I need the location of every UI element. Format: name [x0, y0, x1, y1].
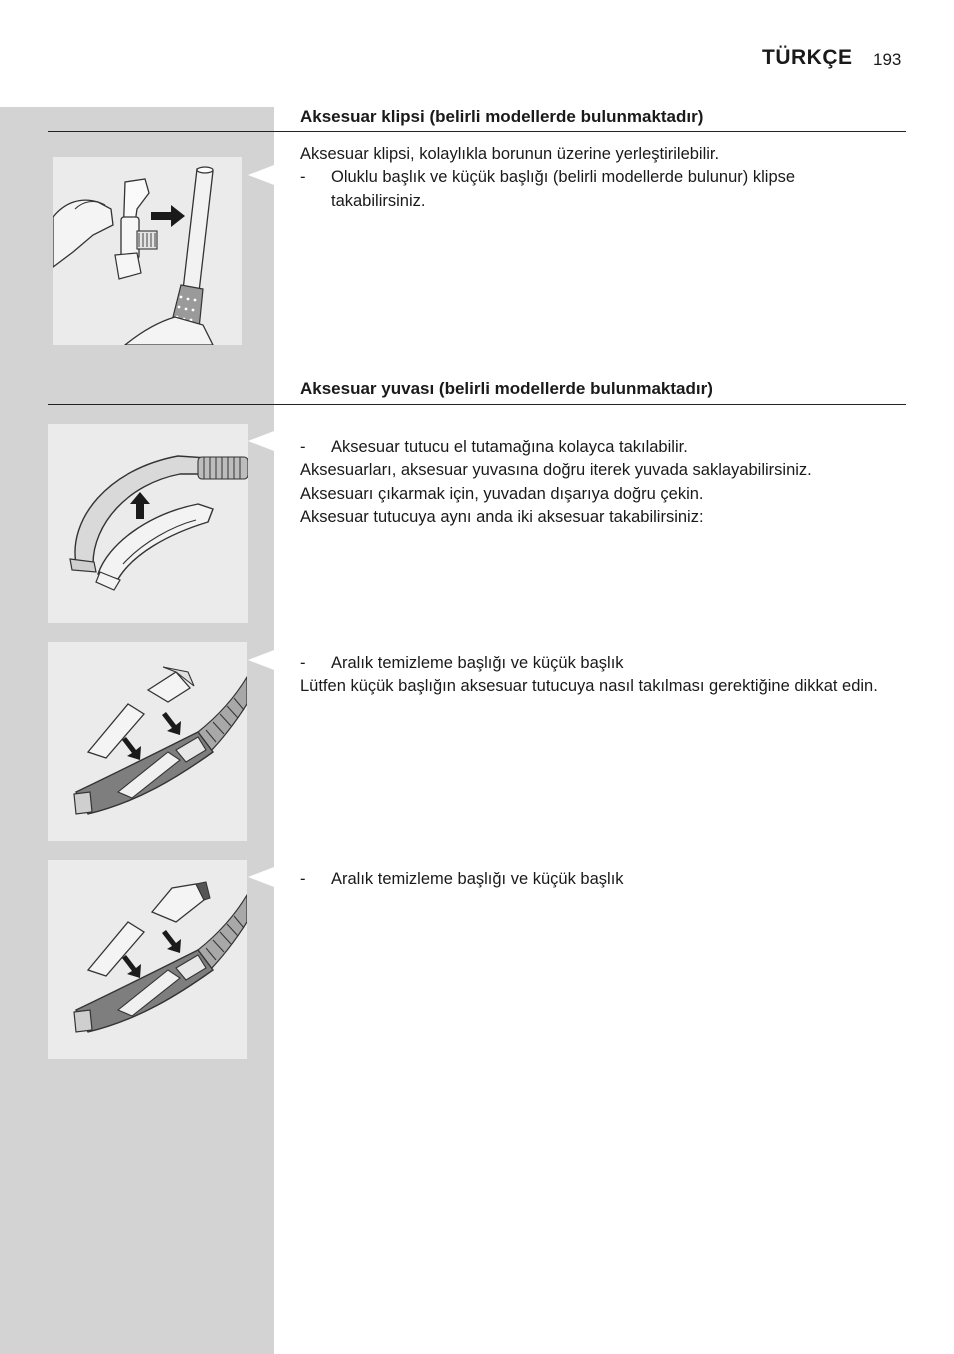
bullet-text: Oluklu başlık ve küçük başlığı (belirli modellerde bulunur) klipse takabilirsiniz. — [331, 168, 796, 210]
accessory-clip-on-tube-illustration — [53, 157, 242, 345]
accessory-clip-illustration — [53, 157, 242, 345]
figure-pointer — [248, 165, 274, 185]
body-line: Aksesuarı çıkarmak için, yuvadan dışarıya doğru çekin. — [300, 484, 704, 503]
bullet-item — [300, 652, 880, 675]
accessory-holder-illustration — [48, 424, 248, 623]
body-line: Aksesuar tutucuya aynı anda iki aksesuar takabilirsiniz: — [300, 507, 704, 526]
section-divider — [48, 404, 906, 405]
bullet-marker: - — [300, 168, 306, 187]
crevice-brush-illustration — [48, 860, 247, 1059]
crevice-tool-and-small-brush-illustration — [48, 860, 247, 1059]
section-title-accessory-clip: Aksesuar klipsi (belirli modellerde bulunmaktadır) — [300, 107, 704, 126]
accessory-holder-on-handle-illustration — [48, 424, 248, 623]
bullet-text: Aksesuar tutucu el tutamağına kolayca takılabilir. — [331, 438, 688, 456]
section-title-accessory-holder: Aksesuar yuvası (belirli modellerde bulunmaktadır) — [300, 379, 713, 398]
page-number: 193 — [873, 50, 902, 69]
section-divider — [48, 131, 906, 132]
figure-pointer — [248, 650, 274, 670]
bullet-marker: - — [300, 870, 306, 888]
figure-pointer — [248, 431, 274, 451]
bullet-item — [300, 166, 880, 213]
body-line: Aksesuar klipsi, kolaylıkla borunun üzerine yerleştirilebilir. — [300, 145, 720, 163]
bullet-marker: - — [300, 654, 306, 672]
crevice-nozzle-illustration — [48, 642, 247, 841]
body-line: Lütfen küçük başlığın aksesuar tutucuya nasıl takılması gerektiğine dikkat edin. — [300, 677, 878, 696]
section-body-accessory-holder — [300, 436, 880, 529]
bullet-item — [300, 868, 880, 891]
bullet-marker: - — [300, 438, 306, 456]
figure-pointer — [248, 867, 274, 887]
language-heading: TÜRKÇE — [762, 46, 853, 69]
block-body-crevice-small-brush — [300, 868, 880, 891]
section-body-accessory-clip — [300, 143, 880, 213]
block-body-crevice-small-nozzle — [300, 652, 880, 699]
crevice-tool-and-small-nozzle-illustration — [48, 642, 247, 841]
bullet-text: Aralık temizleme başlığı ve küçük başlık — [331, 870, 624, 888]
bullet-text: Aralık temizleme başlığı ve küçük başlık — [331, 654, 624, 672]
body-line: Aksesuarları, aksesuar yuvasına doğru iterek yuvada saklayabilirsiniz. — [300, 461, 812, 480]
bullet-item — [300, 436, 880, 459]
